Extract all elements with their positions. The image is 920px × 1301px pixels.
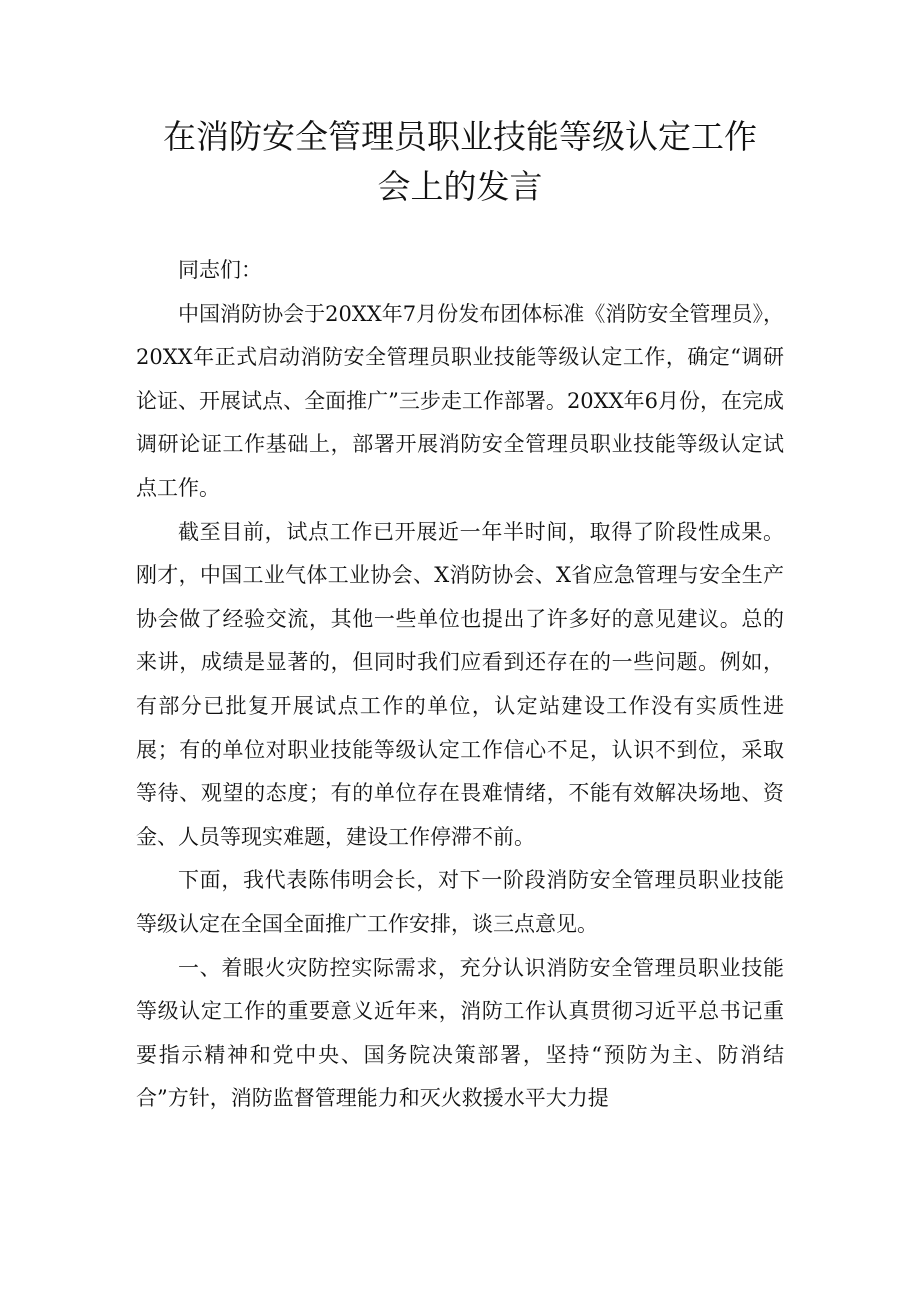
paragraph-1: 中国消防协会于20XX年7月份发布团体标准《消防安全管理员》，20XX年正式启动消防安全管理员职业技能等级认定工作，确定“调研论证、开展试点、全面推广”三步走工作部署。20XX年6月份，在完成调研论证工作基础上，部署开展消防安全管理员职业技能等级认定试点工作。 (136, 301, 784, 500)
salutation: 同志们： (178, 258, 262, 282)
paragraph-3: 下面，我代表陈伟明会长，对下一阶段消防安全管理员职业技能等级认定在全国全面推广工作安排，谈三点意见。 (136, 868, 784, 936)
paragraph-4: 一、着眼火灾防控实际需求，充分认识消防安全管理员职业技能等级认定工作的重要意义近年来，消防工作认真贯彻习近平总书记重要指示精神和党中央、国务院决策部署，坚持“预防为主、防消结合”方针，消防监督管理能力和灭火救援水平大力提 (136, 955, 784, 1111)
document-body (136, 249, 784, 1121)
title-line-1: 在消防安全管理员职业技能等级认定工作 (163, 117, 757, 156)
title-line-2: 会上的发言 (377, 167, 543, 206)
paragraph-2: 截至目前，试点工作已开展近一年半时间，取得了阶段性成果。刚才，中国工业气体工业协会、X消防协会、X省应急管理与安全生产协会做了经验交流，其他一些单位也提出了许多好的意见建议。总的来讲，成绩是显著的，但同时我们应看到还存在的一些问题。例如，有部分已批复开展试点工作的单位，认定站建设工作没有实质性进展；有的单位对职业技能等级认定工作信心不足，认识不到位，采取等待、观望的态度；有的单位存在畏难情绪，不能有效解决场地、资金、人员等现实难题，建设工作停滞不前。 (136, 519, 784, 849)
document-title (120, 112, 800, 212)
